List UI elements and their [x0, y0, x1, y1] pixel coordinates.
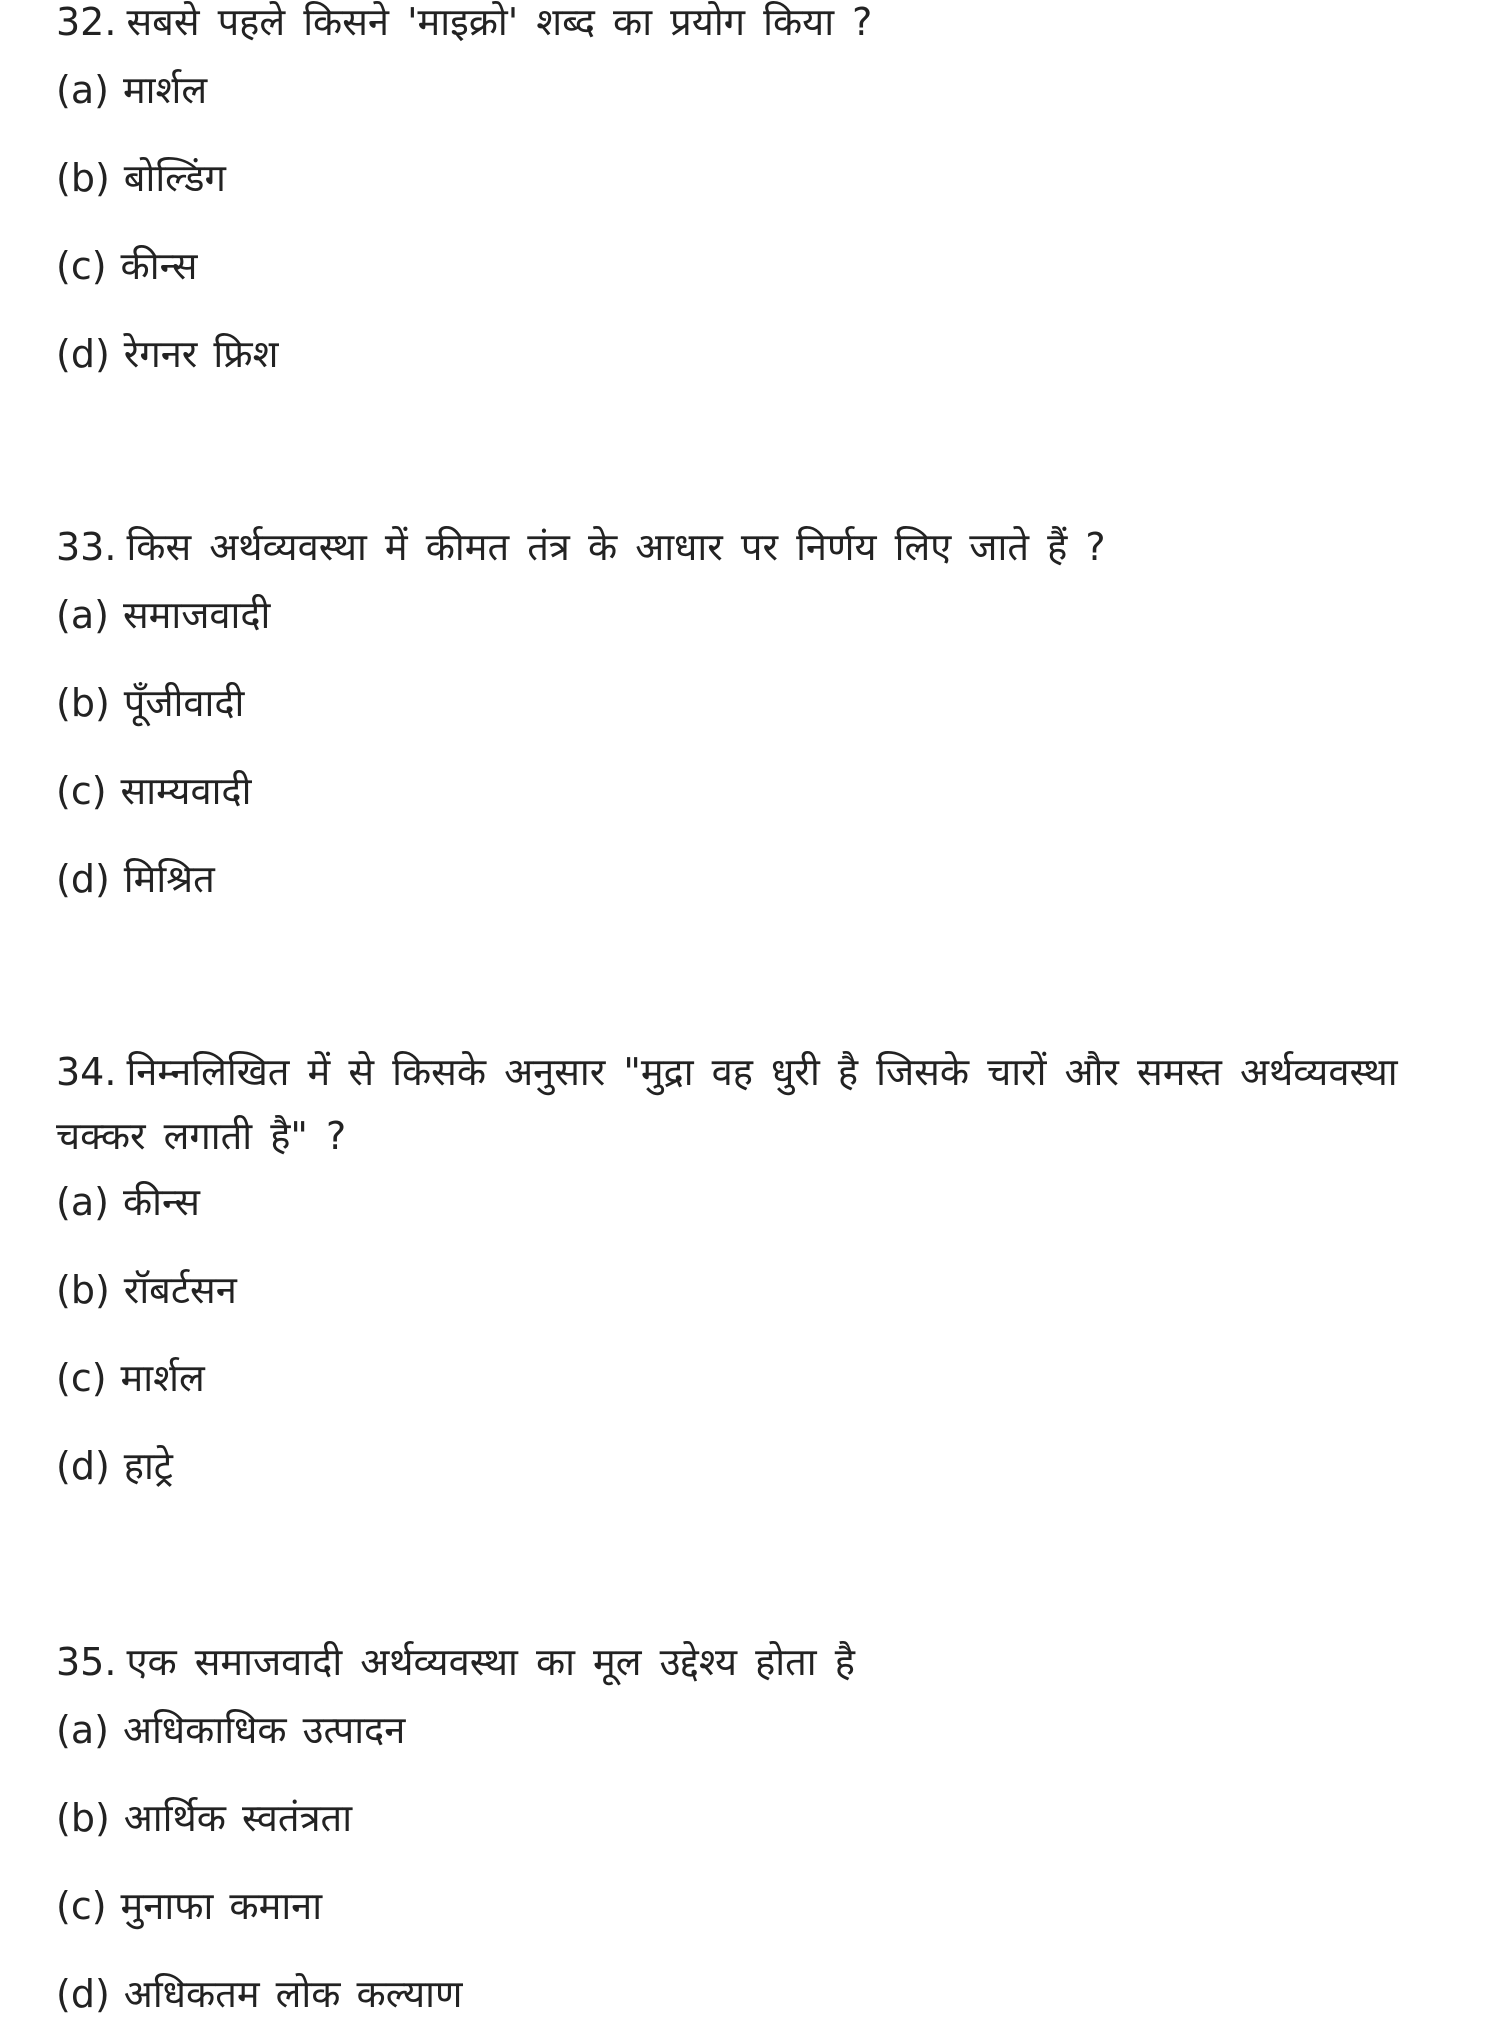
question-number: 34. — [56, 1050, 117, 1094]
option-key: (c) — [56, 769, 107, 813]
option-b — [56, 1268, 237, 1312]
question-prompt: सबसे पहले किसने 'माइक्रो' शब्द का प्रयोग किया ? — [126, 0, 873, 44]
question-text — [56, 1630, 1436, 1694]
question-33 — [56, 515, 1436, 901]
option-text: रेगनर फ्रिश — [123, 332, 279, 376]
question-35 — [56, 1630, 1436, 2016]
question-number: 35. — [56, 1640, 117, 1684]
option-text: मुनाफा कमाना — [120, 1884, 323, 1928]
option-a — [56, 68, 207, 112]
option-text: हाट्रे — [123, 1444, 173, 1488]
option-d — [56, 1972, 462, 2016]
option-text: अधिकतम लोक कल्याण — [123, 1972, 463, 2016]
option-text: मार्शल — [122, 68, 208, 112]
option-key: (b) — [56, 156, 110, 200]
question-prompt: निम्नलिखित में से किसके अनुसार "मुद्रा वह धुरी है जिसके चारों और समस्त अर्थव्यवस्था चक्कर लगाती है" ? — [56, 1050, 1398, 1158]
option-key: (a) — [56, 68, 109, 112]
option-text: अधिकाधिक उत्पादन — [122, 1708, 406, 1752]
option-key: (a) — [56, 1180, 109, 1224]
option-text: रॉबर्टसन — [123, 1268, 237, 1312]
option-c — [56, 1356, 205, 1400]
option-text: साम्यवादी — [120, 769, 252, 813]
option-text: बोल्डिंग — [123, 156, 226, 200]
option-b — [56, 681, 244, 725]
option-d — [56, 1444, 173, 1488]
option-key: (a) — [56, 593, 109, 637]
option-key: (b) — [56, 681, 110, 725]
option-key: (c) — [56, 1884, 107, 1928]
option-d — [56, 332, 278, 376]
option-c — [56, 1884, 322, 1928]
question-34 — [56, 1040, 1436, 1488]
question-text — [56, 1040, 1436, 1168]
option-key: (d) — [56, 1444, 110, 1488]
option-key: (b) — [56, 1268, 110, 1312]
option-a — [56, 593, 270, 637]
question-number: 32. — [56, 0, 117, 44]
option-c — [56, 244, 198, 288]
option-text: आर्थिक स्वतंत्रता — [123, 1796, 353, 1840]
option-key: (d) — [56, 857, 110, 901]
option-key: (c) — [56, 244, 107, 288]
option-text: पूँजीवादी — [123, 681, 245, 725]
option-c — [56, 769, 251, 813]
question-prompt: एक समाजवादी अर्थव्यवस्था का मूल उद्देश्य होता है — [126, 1640, 855, 1684]
option-text: समाजवादी — [122, 593, 271, 637]
option-text: मिश्रित — [123, 857, 215, 901]
question-prompt: किस अर्थव्यवस्था में कीमत तंत्र के आधार पर निर्णय लिए जाते हैं ? — [126, 525, 1106, 569]
option-b — [56, 156, 226, 200]
option-key: (a) — [56, 1708, 109, 1752]
option-key: (d) — [56, 332, 110, 376]
option-a — [56, 1180, 200, 1224]
question-32 — [56, 0, 1436, 376]
option-d — [56, 857, 215, 901]
option-a — [56, 1708, 405, 1752]
option-key: (c) — [56, 1356, 107, 1400]
option-key: (d) — [56, 1972, 110, 2016]
question-text — [56, 515, 1436, 579]
option-text: मार्शल — [120, 1356, 205, 1400]
question-number: 33. — [56, 525, 117, 569]
option-b — [56, 1796, 352, 1840]
option-key: (b) — [56, 1796, 110, 1840]
question-text — [56, 0, 1436, 54]
option-text: कीन्स — [122, 1180, 200, 1224]
option-text: कीन्स — [120, 244, 198, 288]
